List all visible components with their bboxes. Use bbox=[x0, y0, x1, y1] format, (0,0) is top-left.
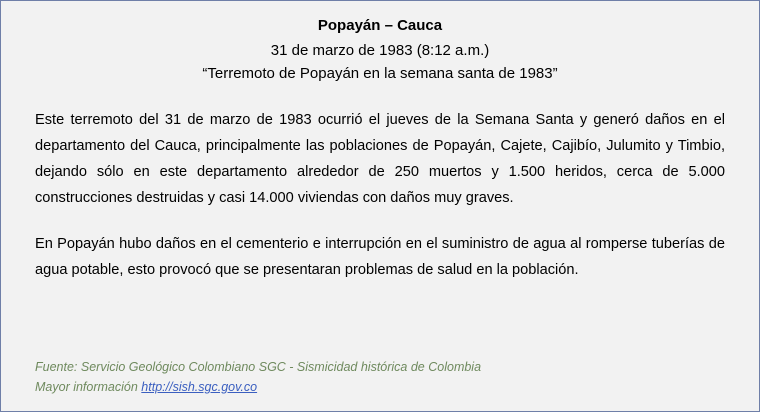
card-header bbox=[35, 15, 725, 85]
card-footer bbox=[35, 357, 481, 397]
source-credit: Fuente: Servicio Geológico Colombiano SGC - Sismicidad histórica de Colombia bbox=[35, 360, 482, 374]
paragraph-1: Este terremoto del 31 de marzo de 1983 ocurrió el jueves de la Semana Santa y generó daños en el departamento del Cauca, principalmente las poblaciones de Popayán, Cajete, Cajibío, Julumito y Timbio, dejando sólo en este departamento alrededor de 250 muertos y 1.500 heridos, cerca de 5.000 construcciones destruidas y casi 14.000 viviendas con daños muy graves. bbox=[35, 112, 725, 206]
body-text bbox=[35, 107, 725, 283]
page-title: Popayán – Cauca bbox=[317, 17, 443, 34]
more-info-label: Mayor información bbox=[35, 380, 142, 394]
event-quote: “Terremoto de Popayán en la semana santa de 1983” bbox=[202, 65, 558, 82]
more-info-line bbox=[35, 377, 481, 397]
event-date-subtitle: 31 de marzo de 1983 (8:12 a.m.) bbox=[270, 42, 490, 59]
more-info-link[interactable]: http://sish.sgc.gov.co bbox=[141, 380, 258, 394]
paragraph-2: En Popayán hubo daños en el cementerio e interrupción en el suministro de agua al romperse tuberías de agua potable, esto provocó que se presentaran problemas de salud en la población. bbox=[35, 236, 725, 278]
